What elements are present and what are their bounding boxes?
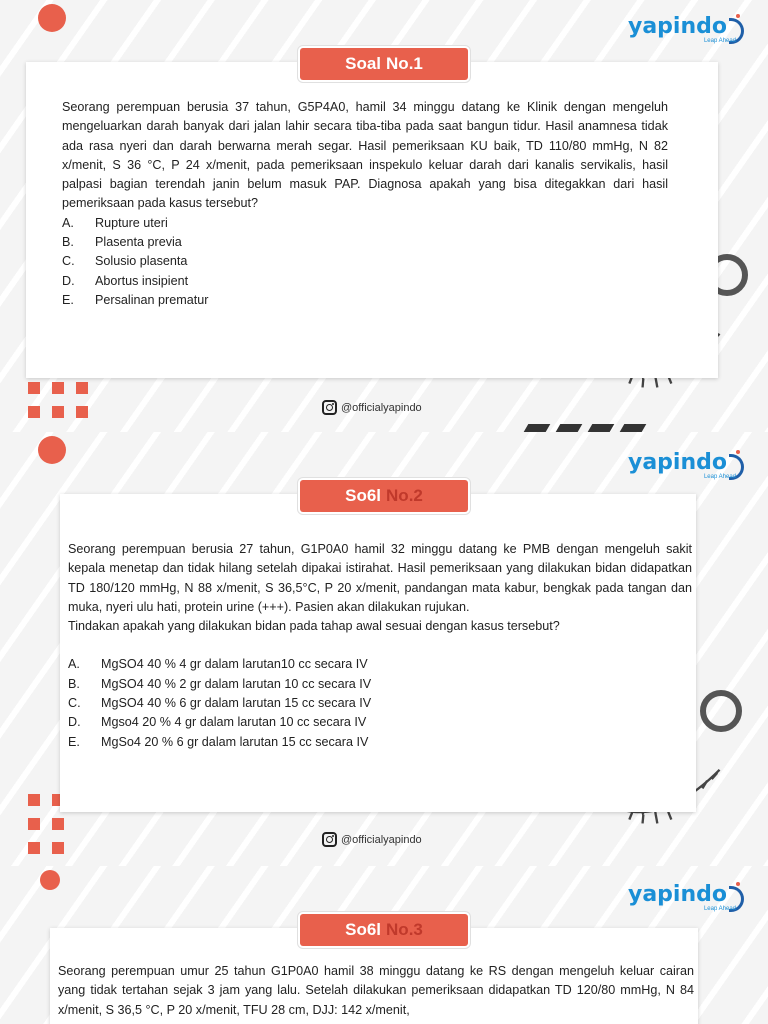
decor-squares — [28, 382, 88, 418]
decor-dot — [40, 870, 60, 890]
question-title: Soal No.1 — [300, 48, 468, 80]
slide-3 — [0, 866, 768, 1024]
instagram-handle[interactable]: @officialyapindo — [322, 400, 422, 415]
answer-option[interactable]: E. Persalinan prematur — [62, 292, 209, 307]
answer-option[interactable]: B. MgSO4 40 % 2 gr dalam larutan 10 cc secara IV — [68, 676, 372, 691]
answer-option[interactable]: C. Solusio plasenta — [62, 254, 188, 269]
decor-dot — [38, 4, 66, 32]
decor-squares — [28, 794, 64, 854]
yapindo-logo: yapindo Leap Ahead — [628, 16, 744, 42]
answer-options — [68, 655, 692, 751]
answer-options — [62, 214, 668, 310]
decor-ring — [700, 690, 742, 732]
question-text: Seorang perempuan berusia 27 tahun, G1P0A0 hamil 32 minggu datang ke PMB dengan mengeluh sakit kepala menetap dan tidak hilang setelah dipakai istirahat. Hasil pemeriksaan yang dilakukan bidan didapatkan TD 180/120 mmHg, N 88 x/menit, S 36,5°C, P 20 x/menit, pandangan mata kabur, bengkak pada tangan dan muka, nyeri ulu hati, protein urine (+++). Pasien akan dilakukan rujukan. — [68, 542, 692, 614]
decor-dot — [38, 436, 66, 464]
answer-option[interactable]: A. Rupture uteri — [62, 215, 168, 230]
instagram-icon — [322, 832, 337, 847]
answer-option[interactable]: D. Mgso4 20 % 4 gr dalam larutan 10 cc secara IV — [68, 715, 367, 730]
question-text: Seorang perempuan umur 25 tahun G1P0A0 hamil 38 minggu datang ke RS dengan mengeluh keluar cairan yang tidak tertahan sejak 3 jam yang lalu. Setelah dilakukan pemeriksaan didapatkan TD 120/80 mmHg, N 84 x/menit, S 36,5 °C, P 20 x/menit, TFU 28 cm, DJJ: 142 x/menit, — [58, 964, 694, 1017]
question-card — [26, 62, 718, 378]
slide-1 — [0, 0, 768, 432]
slide-2 — [0, 432, 768, 866]
instagram-icon — [322, 400, 337, 415]
question-title: So6l No.2 — [300, 480, 468, 512]
question-title: So6l No.3 — [300, 914, 468, 946]
answer-option[interactable]: E. MgSo4 20 % 6 gr dalam larutan 15 cc secara IV — [68, 734, 369, 749]
yapindo-logo: yapindo Leap Ahead — [628, 452, 744, 478]
yapindo-logo: yapindo Leap Ahead — [628, 884, 744, 910]
question-card — [60, 494, 696, 812]
answer-option[interactable]: C. MgSO4 40 % 6 gr dalam larutan 15 cc secara IV — [68, 696, 372, 711]
decor-dashes — [526, 424, 644, 432]
answer-option[interactable]: B. Plasenta previa — [62, 235, 182, 250]
instagram-handle[interactable]: @officialyapindo — [322, 832, 422, 847]
answer-option[interactable]: A. MgSO4 40 % 4 gr dalam larutan10 cc secara IV — [68, 657, 368, 672]
question-text: Seorang perempuan berusia 37 tahun, G5P4A0, hamil 34 minggu datang ke Klinik dengan mengeluh mengeluarkan darah banyak dari jalan lahir secara tiba-tiba pada saat bangun tidur. Hasil anamnesa tidak ada rasa nyeri dan darah berwarna merah segar. Hasil pemeriksaan KU baik, TD 110/80 mmHg, N 82 x/menit, S 36 °C, P 24 x/menit, pada pemeriksaan inspekulo keluar darah dari kanalis servikalis, hasil palpasi bagian terendah janin belum masuk PAP. Diagnosa apakah yang bisa ditegakkan dari hasil pemeriksaan pada kasus tersebut? — [62, 100, 668, 211]
answer-option[interactable]: D. Abortus insipient — [62, 273, 189, 288]
question-prompt: Tindakan apakah yang dilakukan bidan pada tahap awal sesuai dengan kasus tersebut? — [68, 619, 560, 634]
